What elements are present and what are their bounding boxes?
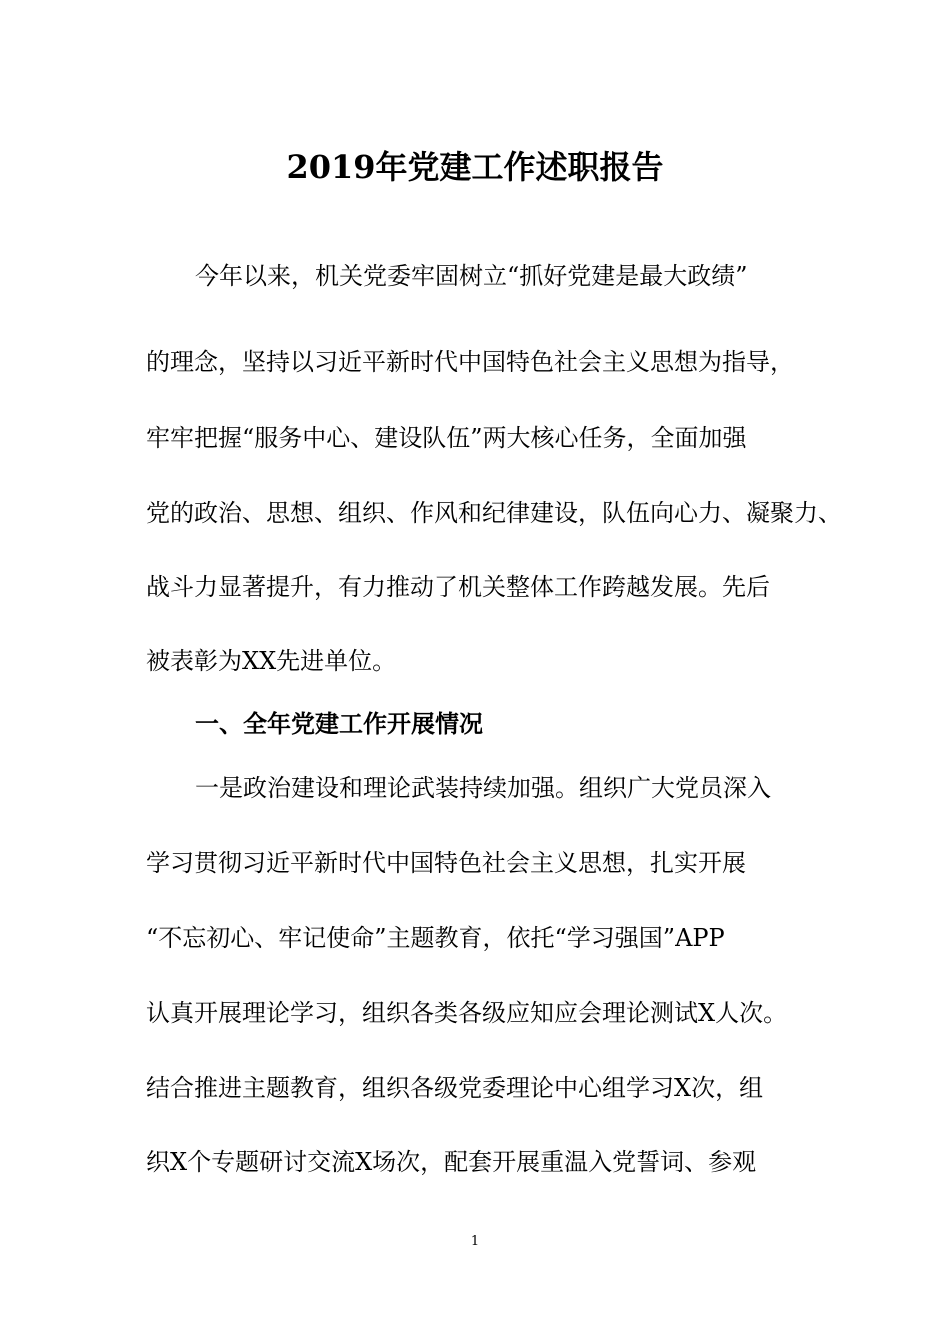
paragraph-2-line-1: 一是政治建设和理论武装持续加强。组织广大党员深入: [195, 774, 771, 802]
paragraph-2-line-2: 学习贯彻习近平新时代中国特色社会主义思想，扎实开展: [146, 849, 746, 877]
paragraph-2-line-5: 结合推进主题教育，组织各级党委理论中心组学习X次，组: [146, 1074, 764, 1102]
document-title: 2019年党建工作述职报告: [286, 148, 664, 186]
paragraph-2-line-4: 认真开展理论学习，组织各类各级应知应会理论测试X人次。: [146, 999, 788, 1027]
paragraph-1-line-2: 的理念，坚持以习近平新时代中国特色社会主义思想为指导，: [146, 348, 794, 376]
paragraph-1-line-3: 牢牢把握“服务中心、建设队伍”两大核心任务，全面加强: [146, 424, 747, 452]
paragraph-1-line-6: 被表彰为XX先进单位。: [146, 647, 397, 675]
paragraph-2-line-3: “不忘初心、牢记使命”主题教育，依托“学习强国”APP: [146, 924, 725, 952]
page-number: 1: [470, 1234, 480, 1249]
paragraph-2-line-6: 织X个专题研讨交流X场次，配套开展重温入党誓词、参观: [146, 1148, 757, 1176]
paragraph-1-line-5: 战斗力显著提升，有力推动了机关整体工作跨越发展。先后: [146, 573, 770, 601]
paragraph-1-line-4: 党的政治、思想、组织、作风和纪律建设，队伍向心力、凝聚力、: [146, 499, 842, 527]
paragraph-1-line-1: 今年以来，机关党委牢固树立“抓好党建是最大政绩”: [195, 262, 748, 290]
section-1-heading: 一、全年党建工作开展情况: [195, 710, 483, 738]
